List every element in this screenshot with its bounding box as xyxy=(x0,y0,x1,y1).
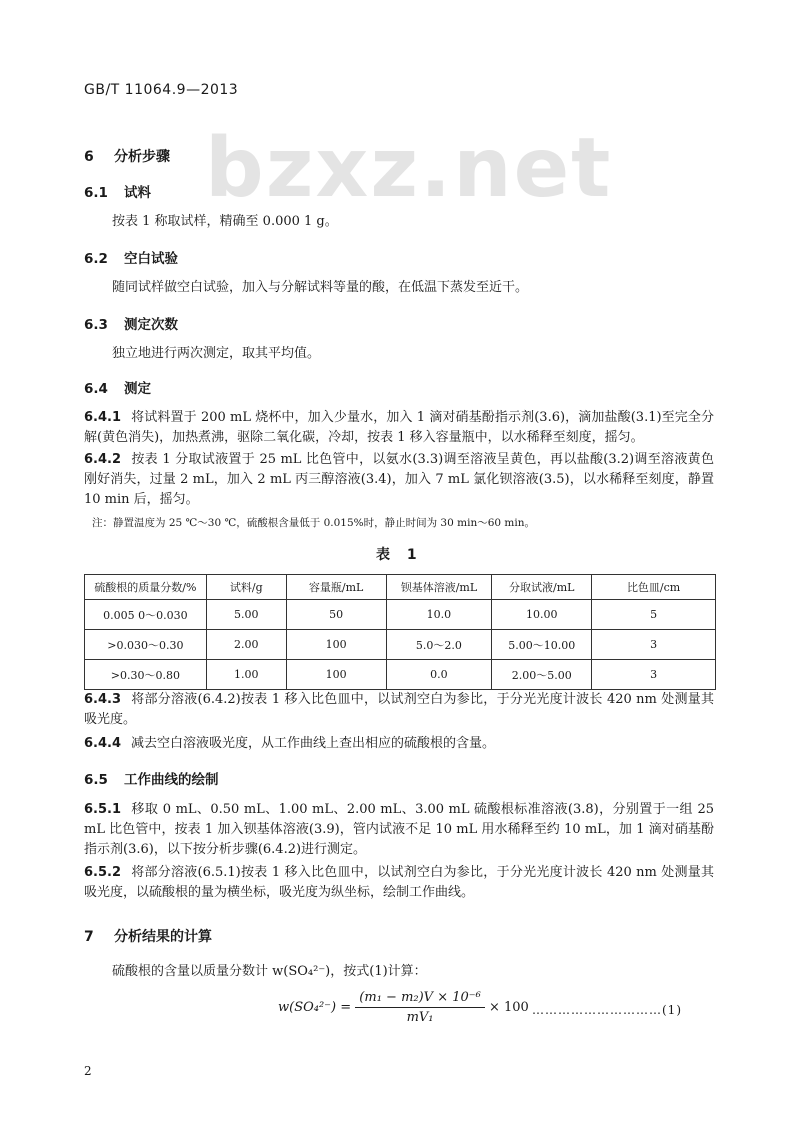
standard-number: GB/T 11064.9—2013 xyxy=(84,82,239,98)
table-cell: 100 xyxy=(286,660,386,690)
section-6-1-text: 按表 1 称取试样，精确至 0.000 1 g。 xyxy=(112,214,338,229)
formula-tail: × 100 xyxy=(488,1000,529,1015)
formula-lhs: w(SO₄²⁻) = xyxy=(278,1000,352,1015)
section-6-heading: 6 分析步骤 xyxy=(84,149,170,165)
paragraph-6-5-1: 6.5.1 移取 0 mL、0.50 mL、1.00 mL、2.00 mL、3.00 mL 硫酸根标准溶液(3.8)，分别置于一组 25 mL 比色管中，按表 1 加入钡基体溶液(3.9)，管内试液不足 10 mL 用水稀释至约 10 mL，加 1 滴对硝基酚指示剂(3.6)，以下按分析步骤(6.4.2)进行测定。 xyxy=(84,802,714,857)
section-6-4-heading: 6.4 测定 xyxy=(84,381,151,397)
section-6-5-heading: 6.5 工作曲线的绘制 xyxy=(84,772,219,788)
equation-number: …………………………(1) xyxy=(532,1003,682,1017)
section-6-3-text: 独立地进行两次测定，取其平均值。 xyxy=(112,346,321,361)
table-cell: 3 xyxy=(592,660,716,690)
table-cell: 5.00～10.00 xyxy=(492,630,592,660)
paragraph-6-4-3: 6.4.3 将部分溶液(6.4.2)按表 1 移入比色皿中，以试剂空白为参比，于分光光度计波长 420 nm 处测量其吸光度。 xyxy=(84,692,714,727)
table-cell: 5.00 xyxy=(206,600,286,630)
table-cell: 5 xyxy=(592,600,716,630)
section-7-heading: 7 分析结果的计算 xyxy=(84,929,212,945)
table-cell: 5.0～2.0 xyxy=(386,630,492,660)
table-row xyxy=(85,630,716,660)
header-cell: 比色皿/cm xyxy=(592,575,716,600)
section-7-intro: 硫酸根的含量以质量分数计 w(SO₄²⁻)，按式(1)计算： xyxy=(112,964,427,979)
section-6-1-heading: 6.1 试料 xyxy=(84,185,151,201)
formula-numerator: (m₁ − m₂)V × 10⁻⁶ xyxy=(355,990,485,1008)
formula-fraction xyxy=(355,990,485,1025)
note-settling-time: 注：静置温度为 25 ℃～30 ℃，硫酸根含量低于 0.015%时，静止时间为 30 min～60 min。 xyxy=(92,517,535,529)
table-cell: 10.0 xyxy=(386,600,492,630)
table-cell: 0.005 0～0.030 xyxy=(85,600,207,630)
table-row xyxy=(85,600,716,630)
table-cell: >0.30～0.80 xyxy=(85,660,207,690)
formula-1 xyxy=(278,990,529,1025)
table-header-row xyxy=(85,575,716,600)
table-cell: 100 xyxy=(286,630,386,660)
table-cell: 3 xyxy=(592,630,716,660)
paragraph-6-4-2: 6.4.2 按表 1 分取试液置于 25 mL 比色管中，以氨水(3.3)调至溶液呈黄色，再以盐酸(3.2)调至溶液黄色刚好消失，过量 2 mL，加入 2 mL 丙三醇溶液(3.4)，加入 7 mL 氯化钡溶液(3.5)，以水稀释至刻度，静置 10 min 后，摇匀。 xyxy=(84,452,714,507)
header-cell: 钡基体溶液/mL xyxy=(386,575,492,600)
table-cell: 10.00 xyxy=(492,600,592,630)
table-cell: 50 xyxy=(286,600,386,630)
page-number: 2 xyxy=(84,1064,92,1078)
table-cell: 2.00～5.00 xyxy=(492,660,592,690)
paragraph-6-4-4: 6.4.4 减去空白溶液吸光度，从工作曲线上查出相应的硫酸根的含量。 xyxy=(84,736,496,751)
table-cell: 2.00 xyxy=(206,630,286,660)
table-1-caption: 表 1 xyxy=(376,547,423,563)
table-cell: 1.00 xyxy=(206,660,286,690)
header-cell: 试料/g xyxy=(206,575,286,600)
formula-denominator: mV₁ xyxy=(406,1010,434,1025)
table-cell: 0.0 xyxy=(386,660,492,690)
table-cell: >0.030～0.30 xyxy=(85,630,207,660)
section-6-3-heading: 6.3 测定次数 xyxy=(84,317,178,333)
watermark: bzxz.net xyxy=(205,121,613,216)
section-6-2-text: 随同试样做空白试验，加入与分解试料等量的酸，在低温下蒸发至近干。 xyxy=(112,280,529,295)
table-row xyxy=(85,660,716,690)
paragraph-6-5-2: 6.5.2 将部分溶液(6.5.1)按表 1 移入比色皿中，以试剂空白为参比，于分光光度计波长 420 nm 处测量其吸光度，以硫酸根的量为横坐标，吸光度为纵坐标，绘制工作曲线。 xyxy=(84,865,714,900)
header-cell: 容量瓶/mL xyxy=(286,575,386,600)
table-1 xyxy=(84,574,716,690)
header-cell: 分取试液/mL xyxy=(492,575,592,600)
section-6-2-heading: 6.2 空白试验 xyxy=(84,251,178,267)
header-cell: 硫酸根的质量分数/% xyxy=(85,575,207,600)
paragraph-6-4-1: 6.4.1 将试料置于 200 mL 烧杯中，加入少量水，加入 1 滴对硝基酚指示剂(3.6)，滴加盐酸(3.1)至完全分解(黄色消失)，加热煮沸，驱除二氧化碳，冷却，按表 1 移入容量瓶中，以水稀释至刻度，摇匀。 xyxy=(84,410,714,445)
